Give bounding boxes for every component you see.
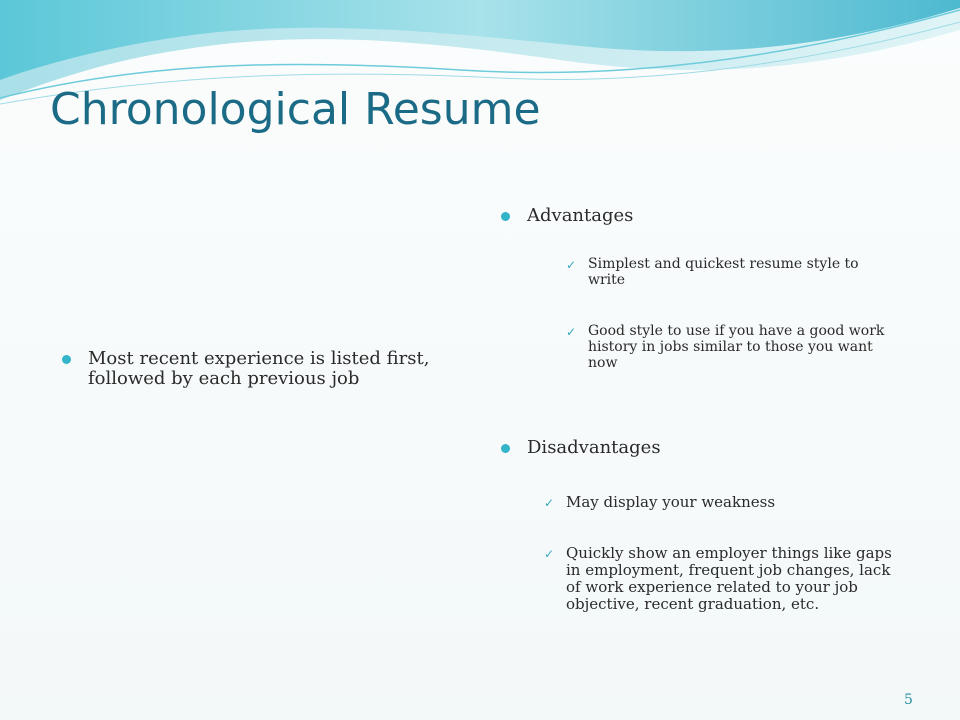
- checkmark-icon: ✓: [544, 547, 555, 561]
- disadvantage-item-text: Quickly show an employer things like gaps in employment, frequent job changes, lack of work experience related to your job objective, recent graduation, etc.: [566, 544, 892, 613]
- disadvantage-item: [544, 544, 906, 613]
- advantage-item-text: Simplest and quickest resume style to write: [588, 256, 859, 288]
- checkmark-icon: ✓: [566, 325, 577, 339]
- bullet-dot: [501, 212, 510, 221]
- bullet-dot: [62, 355, 71, 364]
- disadvantage-item: [544, 493, 896, 511]
- left-bullet: [88, 349, 458, 389]
- advantage-item: [566, 323, 888, 371]
- page-number: 5: [904, 692, 913, 708]
- left-bullet-text: Most recent experience is listed first, followed by each previous job: [88, 348, 430, 389]
- advantages-heading-text: Advantages: [527, 205, 634, 226]
- disadvantage-item-text: May display your weakness: [566, 493, 776, 511]
- advantage-item: [566, 256, 878, 288]
- checkmark-icon: ✓: [544, 496, 555, 510]
- disadvantages-heading-text: Disadvantages: [527, 437, 661, 458]
- advantage-item-text: Good style to use if you have a good work history in jobs similar to those you want now: [588, 323, 885, 371]
- advantages-heading: [527, 206, 827, 226]
- disadvantages-heading: [527, 438, 827, 458]
- slide-title: Chronological Resume: [50, 84, 541, 135]
- bullet-dot: [501, 444, 510, 453]
- checkmark-icon: ✓: [566, 258, 577, 272]
